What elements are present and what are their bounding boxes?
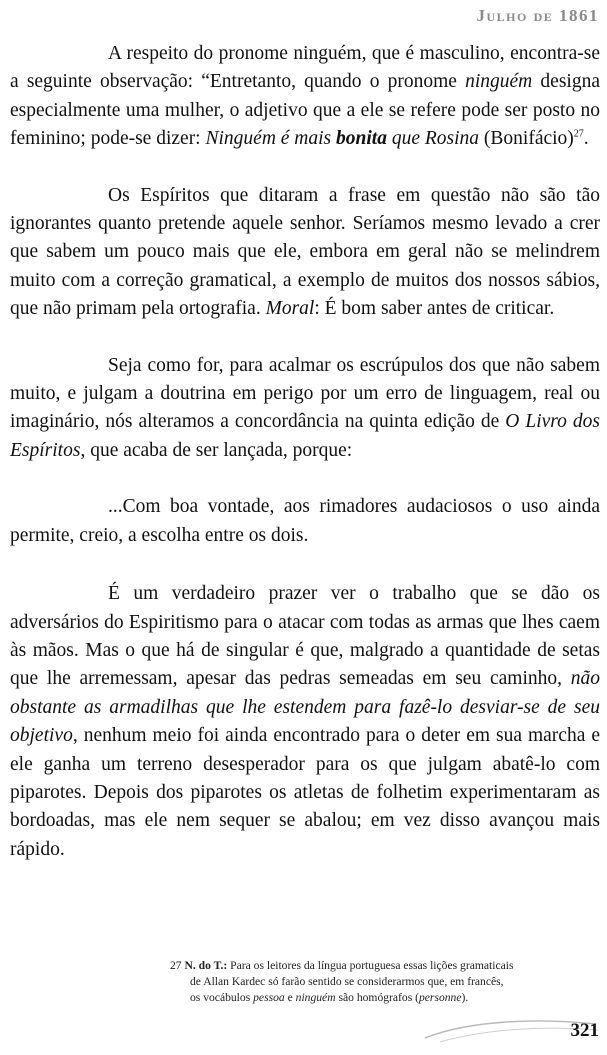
italic-span: O Livro dos Espíritos [10, 411, 600, 461]
text-span: (Bonifácio) [479, 128, 574, 150]
italic-span: não obstante as armadilhas que lhe estendem para fazê-lo desviar-se de seu objetivo [10, 668, 600, 747]
text-span: são homógrafos ( [335, 991, 419, 1004]
text-span: designa especialmente uma mulher, o adjetivo que a ele se refere pode ser posto no feminino; pode-se dizer: [10, 71, 600, 150]
bold-italic-span: bonita [336, 128, 387, 150]
footnote-line-2: de Allan Kardec só farão sentido se considerarmos que, em francês, [190, 975, 504, 988]
footnote-line-3 [170, 990, 602, 1006]
text-span: Seja como for, para acalmar os escrúpulos dos que não sabem muito, e julgam a doutrina em perigo por um erro de linguagem, real ou imaginário, nós alteramos a concordância na quinta edição de [10, 354, 600, 433]
italic-span: personne [418, 991, 462, 1004]
italic-span: Moral [265, 298, 315, 320]
page-number: 321 [570, 1020, 599, 1041]
italic-span: pessoa [253, 991, 285, 1004]
text-span: É um verdadeiro prazer ver o trabalho que se dão os adversários do Espiritismo para o atacar com todas as armas que lhes caem às mãos. Mas o que há de singular é que, malgrado a quantidade de setas que lhe arremessam, apesar das pedras semeadas em seu caminho, [10, 583, 600, 690]
text-span: Os Espíritos que ditaram a frase em questão não são tão ignorantes quanto pretende aquele senhor. Seríamos mesmo levado a crer que sabem um pouco mais que ele, embora em geral não se melindrem muito com a correção gramatical, a exemplo de muitos dos nossos sábios, que não primam pela ortografia. [10, 184, 600, 320]
paragraph-3 [10, 352, 600, 466]
footnote-ref: 27 [573, 128, 584, 140]
footnote [170, 958, 602, 1006]
text-span: Para os leitores da língua portuguesa essas lições gramaticais [227, 959, 514, 972]
footnote-number: 27 [170, 959, 182, 972]
paragraph-2 [10, 182, 600, 324]
italic-span: ninguém [295, 991, 336, 1004]
text-span: e [284, 991, 296, 1004]
running-header: Julho de 1861 [476, 6, 599, 25]
italic-span: Ninguém é mais [205, 128, 337, 150]
paragraph-1 [10, 40, 600, 154]
text-span: A respeito do pronome ninguém, que é masculino, encontra-se a seguinte observação: “Entretanto, quando o pronome [10, 43, 600, 93]
text-span: : É bom saber antes de criticar. [314, 298, 555, 320]
body-text [10, 40, 600, 892]
text-span: , que acaba de ser lançada, porque: [80, 439, 353, 461]
text-span: , nenhum meio foi ainda encontrado para o deter em sua marcha e ele ganha um terreno desesperador para os que julgam abatê-lo com piparotes. Depois dos piparotes os atletas de folhetim experimentaram as bordoadas, mas ele nem sequer se abalou; em vez disso avançou mais rápido. [10, 725, 600, 860]
text-span: . [583, 128, 589, 150]
text-span: os vocábulos [190, 991, 254, 1004]
footnote-line-1 [170, 958, 602, 974]
italic-span: que Rosina [386, 128, 480, 150]
italic-span: ninguém [465, 71, 533, 93]
text-span: ). [461, 991, 469, 1004]
footnote-label: N. do T.: [184, 959, 228, 972]
paragraph-4 [10, 493, 600, 550]
text-span: ...Com boa vontade, aos rimadores audaciosos o uso ainda permite, creio, a escolha entre os dois. [10, 496, 600, 546]
paragraph-5 [10, 580, 600, 864]
